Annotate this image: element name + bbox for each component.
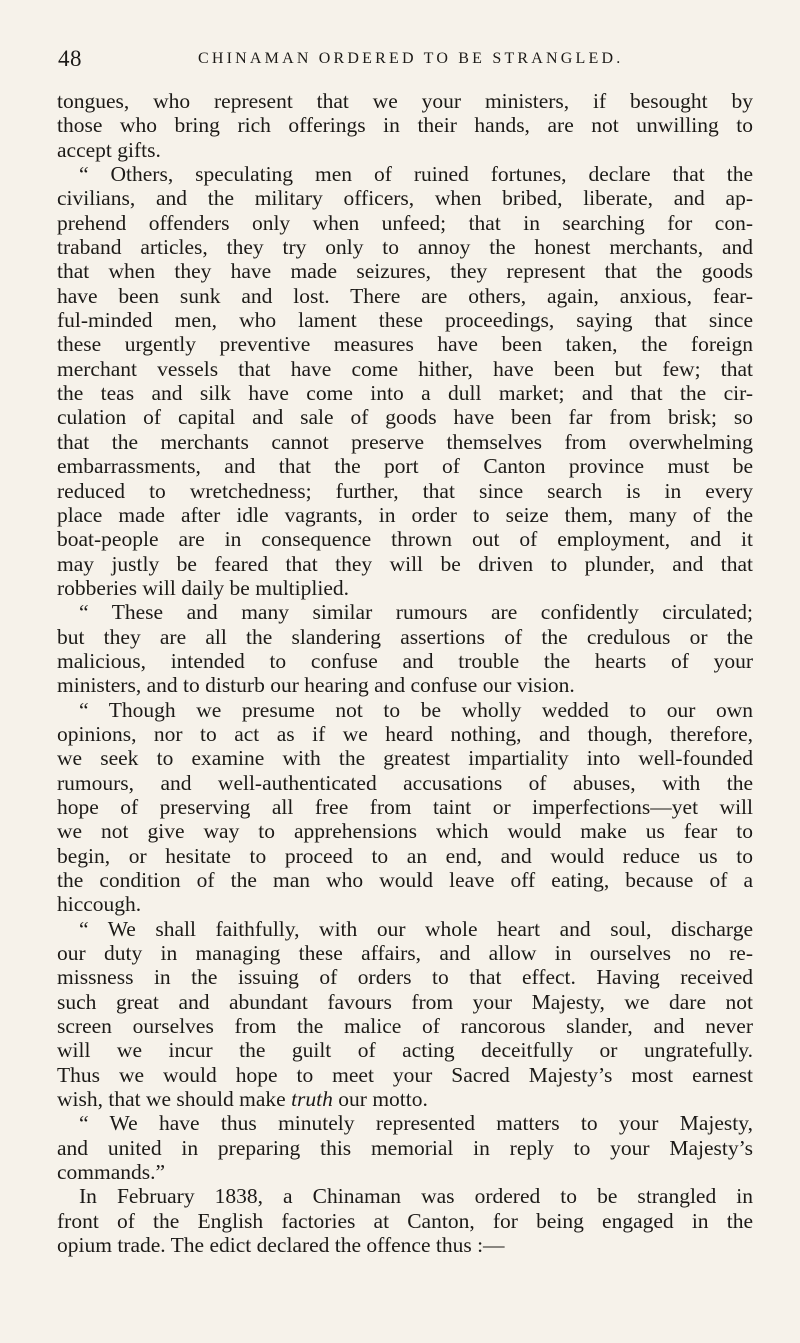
emphasis-truth: truth: [291, 1087, 333, 1112]
text-line: such great and abundant favours from your Majesty, we dare not: [57, 989, 753, 1014]
running-title: CHINAMAN ORDERED TO BE STRANGLED.: [198, 50, 624, 67]
text-line: wish, that we should make truth our motto.: [57, 1087, 428, 1112]
text-line: tongues, who represent that we your ministers, if besought by: [57, 89, 753, 113]
text-line: opinions, nor to act as if we heard nothing, and though, therefore,: [57, 721, 753, 746]
text-line: reduced to wretchedness; further, that since search is in every: [57, 478, 753, 503]
text-line: boat-people are in consequence thrown out of employment, and it: [57, 527, 753, 552]
text-line: begin, or hesitate to proceed to an end, and would reduce us to: [57, 843, 753, 868]
text-line: that the merchants cannot preserve themselves from overwhelming: [57, 429, 753, 454]
text-line: front of the English factories at Canton, for being engaged in the: [57, 1208, 753, 1233]
text-line: prehend offenders only when unfeed; that in searching for con-: [57, 210, 753, 235]
text-line: malicious, intended to confuse and trouble the hearts of your: [57, 648, 753, 673]
text-line: hiccough.: [57, 892, 142, 917]
text-line: that when they have made seizures, they represent that the goods: [57, 259, 753, 284]
text-line: embarrassments, and that the port of Canton province must be: [57, 454, 753, 479]
text-line: commands.”: [57, 1160, 166, 1185]
running-head: [58, 46, 750, 74]
text-line: merchant vessels that have come hither, have been but few; that: [57, 356, 753, 381]
text-line: those who bring rich offerings in their hands, are not unwilling to: [57, 113, 753, 138]
text-line: place made after idle vagrants, in order to seize them, many of the: [57, 502, 753, 527]
text-line: “ Though we presume not to be wholly wedded to our own: [79, 697, 753, 722]
text-line: traband articles, they try only to annoy the honest merchants, and: [57, 235, 753, 260]
body-text: [57, 89, 753, 1258]
text-line: “ We shall faithfully, with our whole heart and soul, discharge: [79, 916, 753, 941]
page-number: 48: [58, 46, 82, 71]
text-line: opium trade. The edict declared the offence thus :—: [57, 1233, 505, 1258]
text-line: robberies will daily be multiplied.: [57, 575, 349, 600]
text-line: culation of capital and sale of goods have been far from brisk; so: [57, 405, 753, 430]
text-line: may justly be feared that they will be driven to plunder, and that: [57, 551, 753, 576]
text-line: and united in preparing this memorial in reply to your Majesty’s: [57, 1135, 753, 1160]
text-line: hope of preserving all free from taint or imperfections—yet will: [57, 794, 753, 819]
text-line: missness in the issuing of orders to that effect. Having received: [57, 965, 753, 990]
text-line: have been sunk and lost. There are others, again, anxious, fear-: [57, 283, 753, 308]
text-line: will we incur the guilt of acting deceitfully or ungratefully.: [57, 1038, 753, 1063]
text-line: accept gifts.: [57, 137, 161, 162]
text-line: but they are all the slandering assertions of the credulous or the: [57, 624, 753, 649]
text-line: these urgently preventive measures have been taken, the foreign: [57, 332, 753, 357]
text-line: our duty in managing these affairs, and allow in ourselves no re-: [57, 941, 753, 966]
text-line: “ These and many similar rumours are confidently circulated;: [79, 600, 753, 625]
text-line: “ Others, speculating men of ruined fortunes, declare that the: [79, 162, 753, 187]
text-line: rumours, and well-authenticated accusations of abuses, with the: [57, 770, 753, 795]
text-line: ful-minded men, who lament these proceedings, saying that since: [57, 308, 753, 333]
text-line: Thus we would hope to meet your Sacred Majesty’s most earnest: [57, 1062, 753, 1087]
text-line: we not give way to apprehensions which would make us fear to: [57, 819, 753, 844]
text-line: we seek to examine with the greatest impartiality into well-founded: [57, 746, 753, 771]
text-line: the condition of the man who would leave off eating, because of a: [57, 868, 753, 892]
text-line: In February 1838, a Chinaman was ordered to be strangled in: [79, 1184, 753, 1209]
text-line: screen ourselves from the malice of rancorous slander, and never: [57, 1014, 753, 1039]
text-line: the teas and silk have come into a dull market; and that the cir-: [57, 381, 753, 406]
text-line: “ We have thus minutely represented matters to your Majesty,: [79, 1111, 753, 1136]
text-line: ministers, and to disturb our hearing and confuse our vision.: [57, 673, 575, 698]
text-line: civilians, and the military officers, when bribed, liberate, and ap-: [57, 186, 753, 211]
